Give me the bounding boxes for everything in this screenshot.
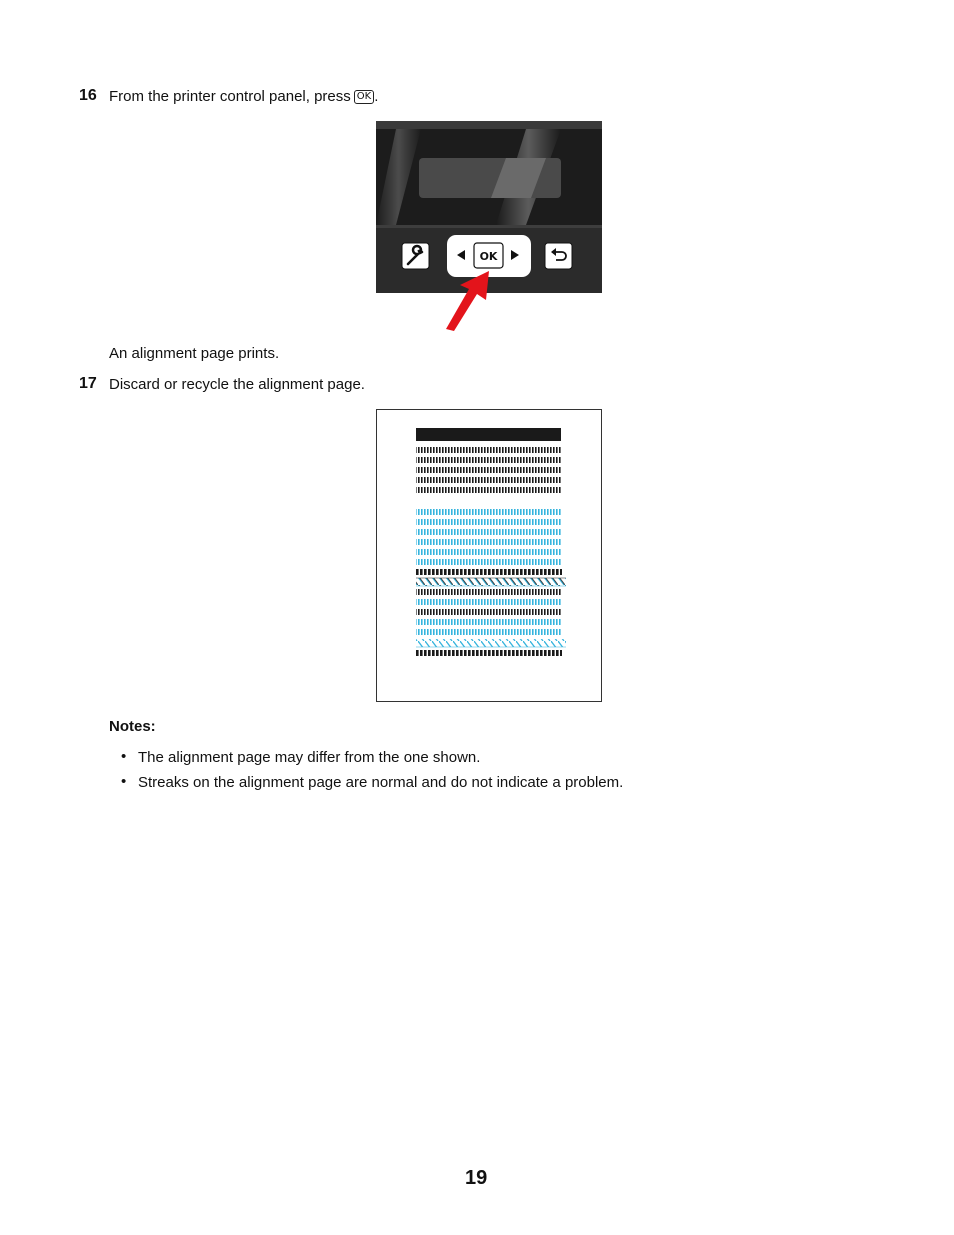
cyan-tick-row — [416, 619, 562, 625]
ok-button-label: OK — [479, 250, 498, 263]
thick-black-tick-row — [416, 650, 562, 656]
printer-control-panel-illustration — [376, 121, 604, 331]
cyan-tick-row — [416, 629, 562, 635]
black-tick-row — [416, 609, 562, 615]
step-17-text: Discard or recycle the alignment page. — [109, 376, 365, 393]
result-text: An alignment page prints. — [109, 345, 280, 362]
solid-black-bar — [416, 428, 561, 441]
bullet-icon: • — [121, 748, 127, 765]
note-item: Streaks on the alignment page are normal and do not indicate a problem. — [138, 774, 624, 791]
diagonal-cyan-row — [416, 639, 566, 647]
step-16-text: From the printer control panel, press — [109, 88, 351, 105]
notes-title: Notes: — [109, 718, 156, 735]
paper-sheet — [377, 410, 602, 702]
step-16-trail: . — [374, 88, 379, 105]
ok-key-icon: OK — [354, 90, 374, 104]
wrench-button[interactable] — [402, 243, 429, 269]
step-number-17: 17 — [79, 375, 97, 392]
alignment-page-illustration — [376, 409, 603, 703]
page-number: 19 — [465, 1167, 488, 1189]
thick-black-tick-row — [416, 569, 562, 575]
step-16-instruction — [109, 88, 378, 106]
black-tick-row — [416, 589, 562, 595]
ok-button[interactable] — [474, 243, 503, 268]
bullet-icon: • — [121, 773, 127, 790]
back-button[interactable] — [545, 243, 572, 269]
step-number-16: 16 — [79, 87, 97, 104]
note-item: The alignment page may differ from the one shown. — [138, 749, 481, 766]
cyan-tick-row — [416, 599, 562, 605]
